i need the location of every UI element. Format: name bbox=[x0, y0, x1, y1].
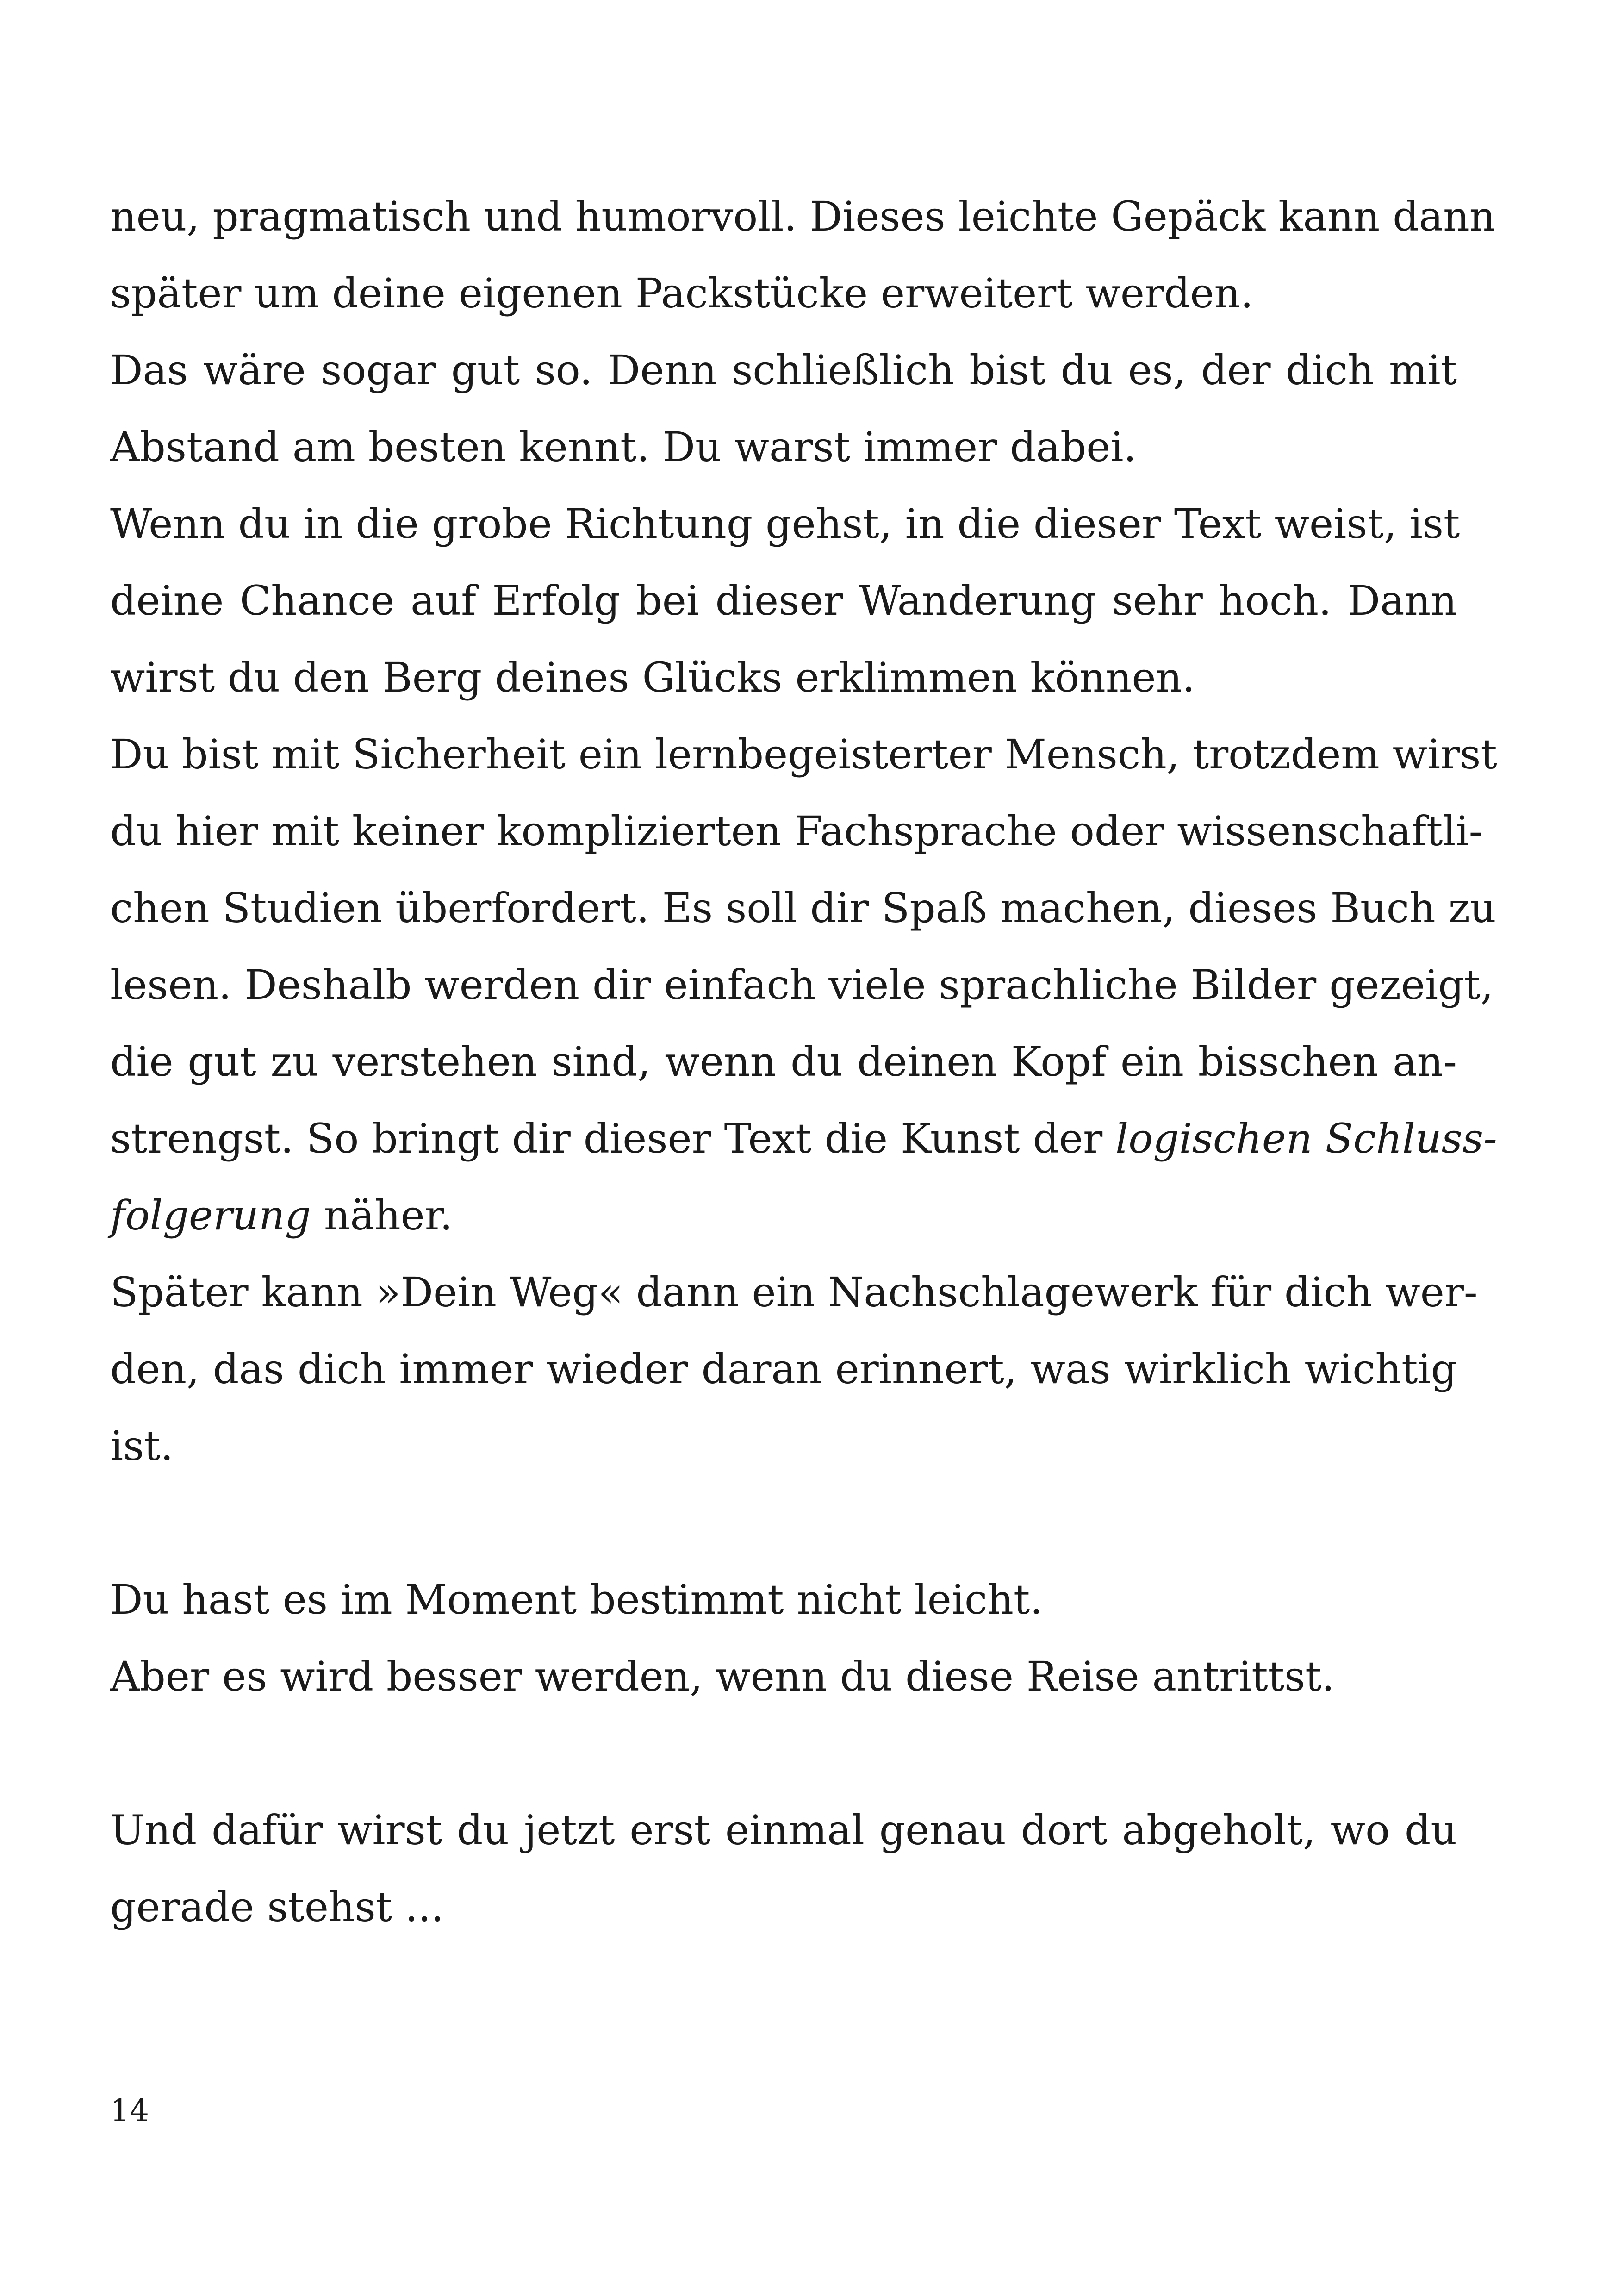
text-line: die gut zu verstehen sind, wenn du deinen Kopf ein bisschen an- bbox=[110, 1038, 1457, 1086]
text-line: Später kann »Dein Weg« dann ein Nachschlagewerk für dich wer- bbox=[110, 1268, 1478, 1316]
text-line: chen Studien überfordert. Es soll dir Spaß machen, dieses Buch zu bbox=[110, 884, 1496, 932]
text-line: Wenn du in die grobe Richtung gehst, in die dieser Text weist, ist bbox=[110, 500, 1460, 548]
italic-term: folgerung bbox=[110, 1192, 311, 1239]
paragraph-gap bbox=[110, 1485, 1457, 1561]
page-number: 14 bbox=[110, 2093, 149, 2128]
text-line: du hier mit keiner komplizierten Fachsprache oder wissenschaftli- bbox=[110, 807, 1483, 855]
text-line: ist. bbox=[110, 1422, 174, 1470]
text-line: lesen. Deshalb werden dir einfach viele sprachliche Bilder gezeigt, bbox=[110, 961, 1494, 1009]
text-line: Du bist mit Sicherheit ein lernbegeisterter Mensch, trotzdem wirst bbox=[110, 730, 1497, 778]
text-line: Das wäre sogar gut so. Denn schließlich bist du es, der dich mit bbox=[110, 346, 1457, 394]
text-line-with-italic bbox=[110, 1177, 1457, 1254]
text-line-with-italic bbox=[110, 1100, 1497, 1177]
body-text bbox=[110, 178, 1497, 1946]
text-line: neu, pragmatisch und humorvoll. Dieses leichte Gepäck kann dann bbox=[110, 193, 1496, 240]
text-line: Und dafür wirst du jetzt erst einmal genau dort abgeholt, wo du bbox=[110, 1806, 1457, 1854]
text-line: später um deine eigenen Packstücke erweitert werden. bbox=[110, 269, 1254, 317]
text-line: wirst du den Berg deines Glücks erklimmen können. bbox=[110, 654, 1195, 701]
text-line: deine Chance auf Erfolg bei dieser Wanderung sehr hoch. Dann bbox=[110, 577, 1457, 624]
italic-term: logischen Schluss- bbox=[1115, 1115, 1497, 1162]
text-segment: näher. bbox=[311, 1192, 453, 1239]
text-line: gerade stehst ... bbox=[110, 1883, 444, 1931]
text-line: Aber es wird besser werden, wenn du diese Reise antrittst. bbox=[110, 1653, 1335, 1700]
text-segment: strengst. So bringt dir dieser Text die Kunst der bbox=[110, 1115, 1116, 1162]
text-line: Du hast es im Moment bestimmt nicht leicht. bbox=[110, 1576, 1043, 1623]
paragraph-gap bbox=[110, 1715, 1457, 1792]
text-line: den, das dich immer wieder daran erinnert, was wirklich wichtig bbox=[110, 1345, 1457, 1393]
text-line: Abstand am besten kennt. Du warst immer dabei. bbox=[110, 423, 1137, 471]
